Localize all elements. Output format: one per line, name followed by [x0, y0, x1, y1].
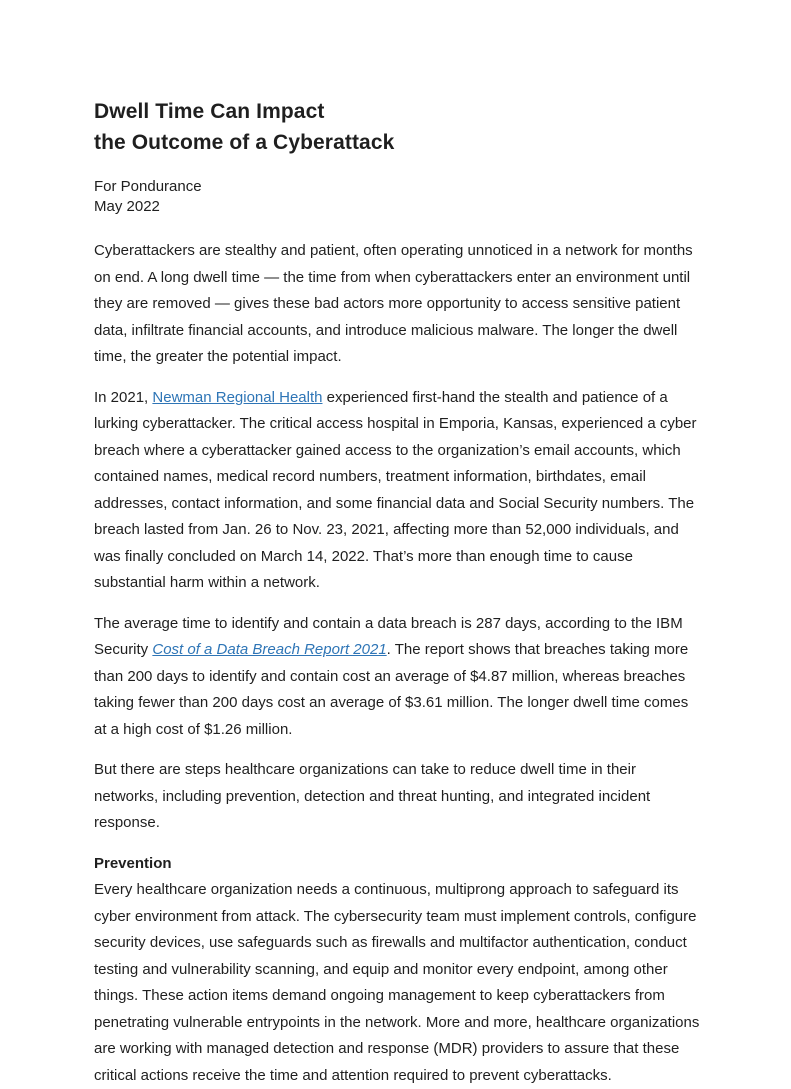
byline: For Pondurance — [94, 178, 202, 195]
section-heading — [94, 851, 701, 878]
paragraph — [94, 877, 701, 1089]
paragraph — [94, 757, 701, 837]
hyperlink[interactable]: Cost of a Data Breach Report 2021 — [152, 641, 387, 658]
text-run: The average time to identify and contain a data breach is 287 days, according to the IBM Security — [94, 614, 683, 658]
text-run: Cyberattackers are stealthy and patient, often operating unnoticed in a network for months on end. A long dwell time — the time from when cyberattackers enter an environment until they are removed — gives these bad actors more opportunity to access sensitive patient data, infiltrate financial accounts, and introduce malicious malware. The longer the dwell time, the greater the potential impact. — [94, 242, 693, 365]
text-run: Every healthcare organization needs a continuous, multiprong approach to safeguard its cyber environment from attack. The cybersecurity team must implement controls, configure security devices, use safeguards such as firewalls and multifactor authentication, conduct testing and vulnerability scanning, and equip and monitor every endpoint, among other things. These action items demand ongoing management to keep cyberattackers from penetrating vulnerable entrypoints in the network. More and more, healthcare organizations are working with managed detection and response (MDR) providers to assure that these critical actions receive the time and attention required to prevent cyberattacks. — [94, 881, 700, 1084]
document-body — [94, 238, 701, 1089]
byline-block — [94, 177, 701, 217]
text-run: Prevention — [94, 854, 172, 872]
document-title — [94, 96, 701, 158]
text-run: In 2021, — [94, 388, 153, 406]
document-date: May 2022 — [94, 198, 160, 215]
document-title-line2: the Outcome of a Cyberattack — [94, 131, 395, 154]
text-run: But there are steps healthcare organizations can take to reduce dwell time in their networks, including prevention, detection and threat hunting, and integrated incident response. — [94, 761, 651, 831]
paragraph — [94, 238, 701, 371]
paragraph — [94, 385, 701, 597]
text-run: experienced first-hand the stealth and patience of a lurking cyberattacker. The critical access hospital in Emporia, Kansas, experienced a cyber breach where a cyberattacker gained access to the organization’s email accounts, which contained names, medical record numbers, treatment information, birthdates, email addresses, contact information, and some financial data and Social Security numbers. The breach lasted from Jan. 26 to Nov. 23, 2021, affecting more than 52,000 individuals, and was finally concluded on March 14, 2022. That’s more than enough time to cause substantial harm within a network. — [94, 388, 697, 591]
paragraph — [94, 611, 701, 744]
hyperlink[interactable]: Newman Regional Health — [152, 388, 323, 406]
text-run: . The report shows that breaches taking more than 200 days to identify and contain cost an average of $4.87 million, whereas breaches taking fewer than 200 days cost an average of $3.61 million. The longer dwell time comes at a high cost of $1.26 million. — [94, 641, 689, 738]
document-title-line1: Dwell Time Can Impact — [94, 100, 325, 123]
